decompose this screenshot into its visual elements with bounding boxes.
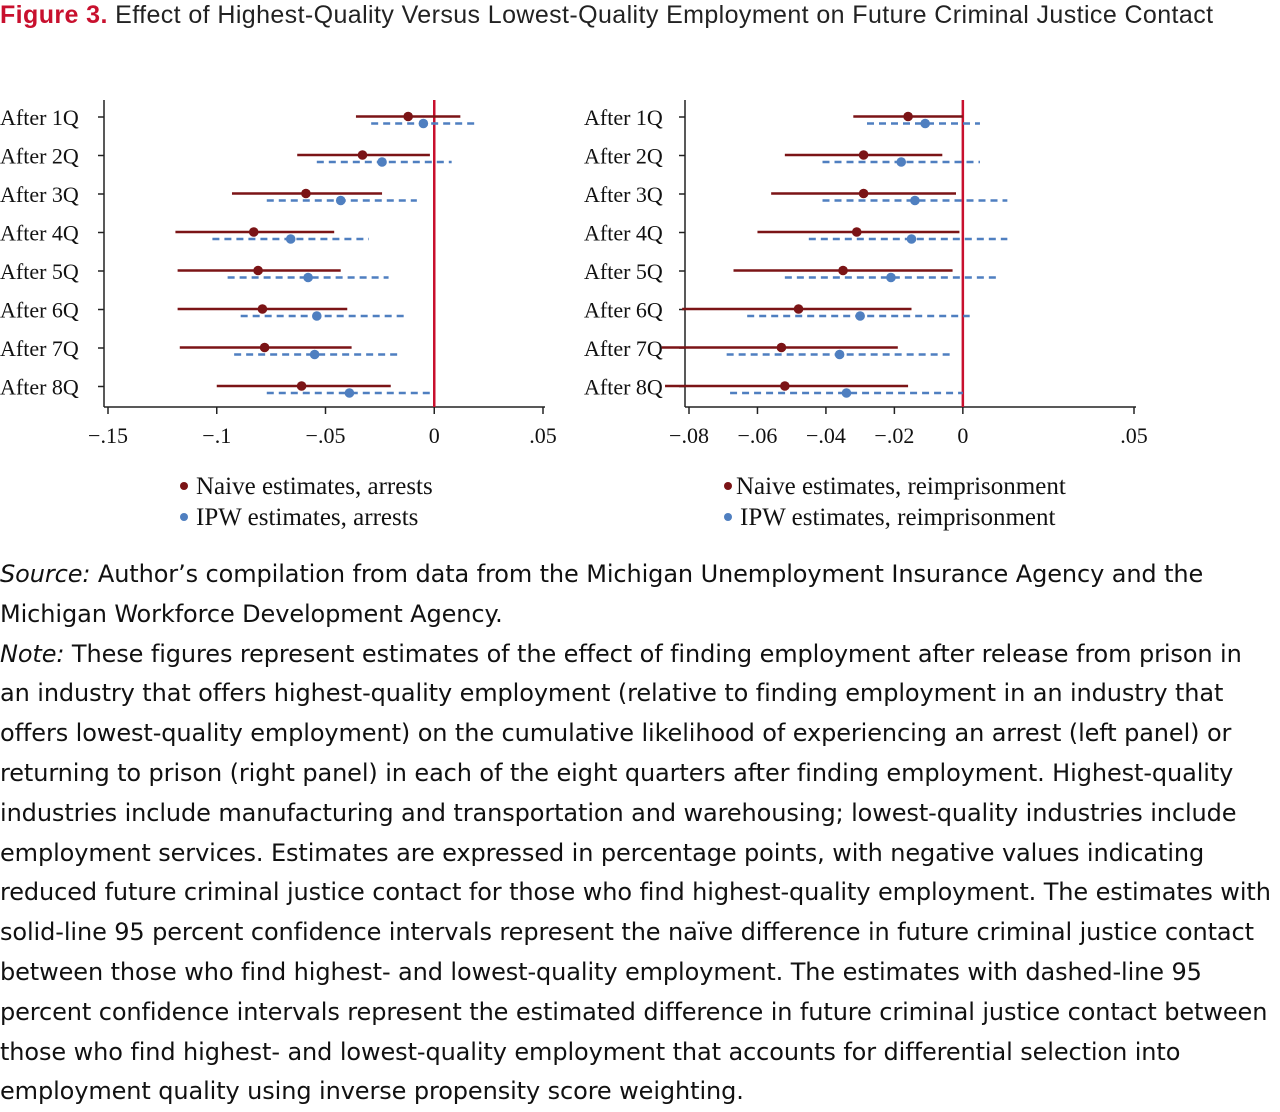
naive-point (780, 381, 790, 391)
arrests-panel (0, 100, 557, 448)
naive-point (301, 189, 311, 199)
naive-point (859, 150, 869, 160)
x-tick-label: 0 (957, 423, 969, 448)
ipw-point (855, 311, 865, 321)
legend-label: IPW estimates, reimprisonment (740, 504, 1056, 531)
x-tick-label: −.05 (305, 423, 346, 448)
x-tick-label: 0 (428, 423, 440, 448)
ipw-point (896, 157, 906, 167)
naive-point (297, 381, 307, 391)
x-tick-label: −.02 (874, 423, 915, 448)
y-tick-label: After 8Q (584, 374, 663, 400)
y-tick-label: After 3Q (584, 182, 663, 207)
y-tick-label: After 5Q (0, 259, 79, 284)
legend-marker-naive (180, 482, 188, 490)
source-label: Source: (0, 560, 91, 588)
ipw-point (835, 350, 845, 360)
source-text: Author’s compilation from data from the Michigan Unemployment Insurance Agency and the Michigan Workforce Development Agency. (0, 560, 1204, 628)
legend-label: Naive estimates, reimprisonment (736, 473, 1066, 500)
note-text: These figures represent estimates of the effect of finding employment after release from prison in an industry that offers highest-quality employment (relative to finding employment in an industry that offers lowest-quality employment) on the cumulative likelihood of experiencing an arrest (left panel) or returning to prison (right panel) in each of the eight quarters after finding employment. Highest-quality industries include manufacturing and transportation and warehousing; lowest-quality industries include employment services. Estimates are expressed in percentage points, with negative values indicating reduced future criminal justice contact for those who find highest-quality employment. The estimates with solid-line 95 percent confidence intervals represent the naïve difference in future criminal justice contact between those who find highest- and lowest-quality employment. The estimates with dashed-line 95 percent confidence intervals represent the estimated difference in future criminal justice contact between those who find highest- and lowest-quality employment that accounts for differential selection into employment quality using inverse propensity score weighting. (0, 639, 1271, 1106)
ipw-point (920, 119, 930, 129)
ipw-point (336, 196, 346, 206)
y-tick-label: After 2Q (584, 143, 663, 169)
legend-left (180, 471, 433, 533)
x-tick-label: −.08 (669, 423, 709, 448)
source-note (0, 555, 1272, 635)
y-tick-label: After 5Q (584, 259, 663, 284)
legend-label: Naive estimates, arrests (196, 473, 433, 500)
naive-point (777, 343, 787, 353)
ipw-point (910, 196, 920, 206)
reimprisonment-panel (584, 100, 1148, 448)
note-paragraph (0, 635, 1272, 1112)
ipw-point (310, 350, 320, 360)
coefficient-plots (0, 85, 1280, 448)
x-tick-label: −.1 (202, 423, 232, 448)
naive-point (852, 227, 862, 237)
naive-point (794, 304, 804, 314)
y-tick-label: After 4Q (0, 220, 79, 246)
y-tick-label: After 4Q (584, 220, 663, 246)
x-tick-label: −.15 (88, 423, 128, 448)
ipw-point (303, 273, 313, 283)
naive-point (260, 343, 270, 353)
x-tick-label: −.06 (737, 423, 778, 448)
x-tick-label: .05 (1120, 423, 1148, 448)
figure-caption (0, 555, 1272, 1112)
ipw-point (842, 388, 852, 398)
legend-label: IPW estimates, arrests (196, 504, 419, 531)
legend-item-ipw-reimprisonment (724, 502, 1066, 533)
ipw-point (345, 388, 355, 398)
y-tick-label: After 1Q (584, 105, 663, 130)
y-tick-label: After 3Q (0, 182, 79, 207)
legend-item-naive-arrests (180, 471, 433, 502)
note-label: Note: (0, 639, 65, 668)
y-tick-label: After 8Q (0, 374, 79, 400)
ipw-point (312, 311, 322, 321)
ipw-point (907, 234, 917, 244)
figure-title (0, 0, 1272, 34)
y-tick-label: After 6Q (584, 297, 663, 323)
naive-point (903, 112, 913, 122)
ipw-point (886, 273, 896, 283)
naive-point (403, 112, 413, 122)
legend-marker-ipw (724, 513, 732, 521)
x-tick-label: .05 (529, 423, 557, 448)
y-tick-label: After 6Q (0, 297, 79, 323)
ipw-point (286, 234, 296, 244)
y-tick-label: After 7Q (0, 336, 79, 361)
figure-label: Figure 3. (0, 1, 108, 29)
ipw-point (419, 119, 429, 129)
naive-point (358, 150, 368, 160)
naive-point (859, 189, 869, 199)
y-tick-label: After 1Q (0, 105, 79, 130)
x-tick-label: −.04 (805, 423, 846, 448)
legend-right (724, 471, 1066, 533)
ipw-point (377, 157, 387, 167)
legend-item-ipw-arrests (180, 502, 433, 533)
legend-marker-ipw (180, 513, 188, 521)
legend-marker-naive (724, 482, 732, 490)
y-tick-label: After 2Q (0, 143, 79, 169)
legend-item-naive-reimprisonment (724, 471, 1066, 502)
naive-point (249, 227, 259, 237)
naive-point (258, 304, 268, 314)
naive-point (253, 266, 263, 276)
y-tick-label: After 7Q (584, 336, 663, 361)
figure-title-text: Effect of Highest-Quality Versus Lowest-Quality Employment on Future Criminal Justice Contact (115, 1, 1214, 29)
naive-point (838, 266, 848, 276)
